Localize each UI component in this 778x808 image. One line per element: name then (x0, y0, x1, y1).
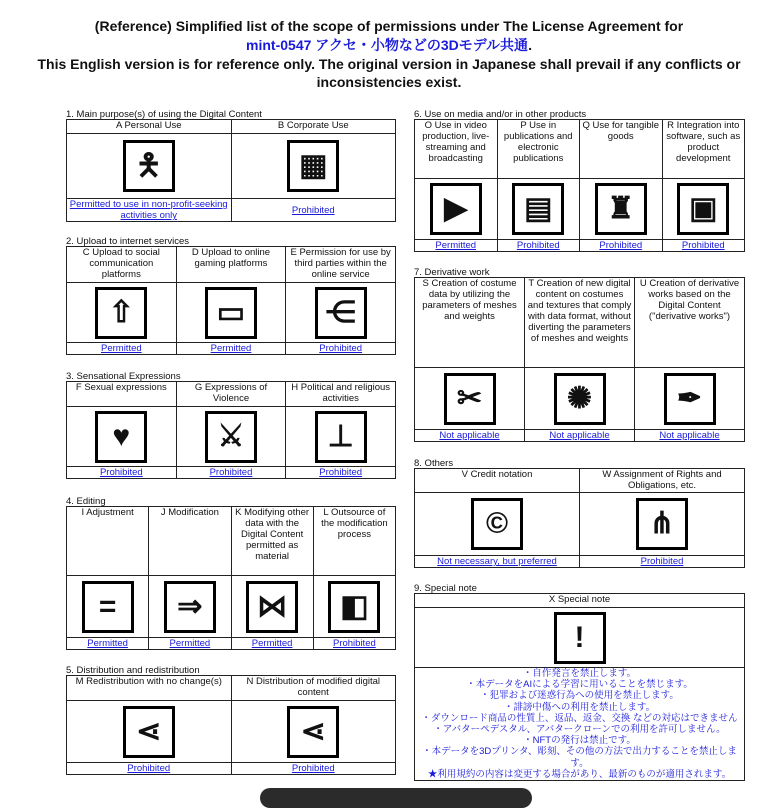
item-icon-cell (313, 576, 395, 638)
upload-monitor-icon: ▭ (205, 287, 257, 339)
item-status: Permitted (415, 240, 498, 252)
section-1 (66, 111, 396, 222)
item-status: Prohibited (176, 467, 286, 479)
item-icon-cell (67, 407, 177, 467)
bottom-toolbar[interactable] (260, 788, 532, 808)
item-icon-cell (176, 407, 286, 467)
item-label: V Credit notation (415, 469, 580, 493)
special-note-line: ・ダウンロード商品の性質上、返品、返金、交換 などの対応はできません (421, 712, 738, 724)
software-icon: ▣ (677, 183, 729, 235)
item-status: Permitted (149, 638, 231, 650)
item-status: Prohibited (67, 763, 232, 775)
upload-avatar-icon: ⇧ (95, 287, 147, 339)
item-status: Permitted to use in non-profit-seeking activities only (67, 199, 232, 222)
podium-icon: ⊥ (315, 411, 367, 463)
item-icon-cell (580, 493, 745, 556)
outsource-icon: ◧ (328, 581, 380, 633)
material-icon: ⋈ (246, 581, 298, 633)
item-status: Prohibited (286, 343, 396, 355)
item-icon-cell (662, 179, 745, 240)
item-icon-cell (286, 407, 396, 467)
item-status: Permitted (231, 638, 313, 650)
permission-table (66, 675, 396, 775)
item-label: P Use in publications and electronic publications (497, 120, 580, 179)
item-icon-cell (149, 576, 231, 638)
section-8 (414, 460, 745, 568)
adjust-icon: = (82, 581, 134, 633)
item-status: Not applicable (525, 430, 635, 442)
item-label: T Creation of new digital content on costumes and textures that comply with data format, without diverting the parameters of meshes and weights (525, 278, 635, 368)
item-label: C Upload to social communication platforms (67, 247, 177, 283)
item-icon-cell (415, 179, 498, 240)
item-status: Not necessary, but preferred (415, 556, 580, 568)
item-icon-cell (415, 493, 580, 556)
special-note-line: ・誹謗中傷への利用を禁止します。 (503, 701, 656, 713)
permission-table (414, 119, 745, 252)
permission-table (414, 277, 745, 442)
item-status: Not applicable (415, 430, 525, 442)
item-label: I Adjustment (67, 507, 149, 576)
item-icon-cell (415, 368, 525, 430)
item-icon-cell (67, 701, 232, 763)
special-note-line: ・本データをAIによる学習に用いることを禁じます。 (466, 679, 693, 691)
publication-icon: ▤ (512, 183, 564, 235)
section-7 (414, 269, 745, 442)
section-6 (414, 111, 745, 252)
permission-table (414, 468, 745, 568)
item-icon-cell (231, 701, 396, 763)
special-note-line: ・アバターペデスタル、アバタークローンでの利用を許可しません。 (433, 724, 726, 736)
item-label: O Use in video production, live-streaming and broadcasting (415, 120, 498, 179)
header-product-line (0, 36, 778, 55)
special-note-line: ・犯罪および迷惑行為への使用を禁止します。 (480, 690, 679, 702)
product-name: mint-0547 アクセ・小物などの3Dモデル共通 (246, 37, 529, 53)
item-icon-cell (67, 283, 177, 343)
item-label: D Upload to online gaming platforms (176, 247, 286, 283)
header-line-3: This English version is for reference only. The original version in Japanese shall prevail if any conflicts or (37, 56, 741, 72)
section-2 (66, 238, 396, 355)
item-status: Prohibited (662, 240, 745, 252)
item-label: W Assignment of Rights and Obligations, etc. (580, 469, 745, 493)
item-icon-cell (415, 608, 745, 668)
item-label: K Modifying other data with the Digital Content permitted as material (231, 507, 313, 576)
item-label: Q Use for tangible goods (580, 120, 663, 179)
item-icon-cell (67, 134, 232, 199)
item-label: B Corporate Use (231, 120, 396, 134)
section-title: 7. Derivative work (414, 267, 490, 278)
item-status: Prohibited (313, 638, 395, 650)
modify-icon: ⇒ (164, 581, 216, 633)
item-label: H Political and religious activities (286, 382, 396, 407)
share-folder-icon: ⋖ (123, 706, 175, 758)
share-modified-icon: ⋖ (287, 706, 339, 758)
item-label: S Creation of costume data by utilizing the parameters of meshes and weights (415, 278, 525, 368)
special-note-line: ・自作発言を禁止します。 (522, 668, 637, 679)
texture-icon: ✺ (554, 373, 606, 425)
special-note-line: ★利用規約の内容は変更する場合があり、最新のものが適用されます。 (427, 768, 732, 780)
item-label: R Integration into software, such as product development (662, 120, 745, 179)
assignment-icon: ⋔ (636, 498, 688, 550)
costume-icon: ✂ (444, 373, 496, 425)
period: . (528, 37, 532, 53)
permission-table (66, 246, 396, 355)
item-status: Prohibited (580, 240, 663, 252)
item-label: F Sexual expressions (67, 382, 177, 407)
item-icon-cell (580, 179, 663, 240)
item-label: E Permission for use by third parties within the online service (286, 247, 396, 283)
special-note-line: ・本データを3Dプリンタ、彫刻、その他の方法で出力することを禁止します。 (422, 746, 737, 769)
item-label: G Expressions of Violence (176, 382, 286, 407)
section-title: 8. Others (414, 458, 454, 469)
item-label: L Outsource of the modification process (313, 507, 395, 576)
permission-table (414, 593, 745, 781)
item-label: U Creation of derivative works based on the Digital Content ("derivative works") (635, 278, 745, 368)
item-label: M Redistribution with no change(s) (67, 676, 232, 701)
section-4 (66, 498, 396, 650)
exclamation-icon: ! (554, 612, 606, 664)
item-status: Not applicable (635, 430, 745, 442)
item-status: Permitted (67, 638, 149, 650)
item-status: Prohibited (231, 763, 396, 775)
figure-icon: ♜ (595, 183, 647, 235)
special-note-line: ・NFTの発行は禁止です。 (523, 735, 636, 747)
knife-icon: ⚔ (205, 411, 257, 463)
item-label: J Modification (149, 507, 231, 576)
special-notes (415, 668, 745, 781)
item-label: X Special note (415, 594, 745, 608)
permission-table (66, 381, 396, 479)
item-icon-cell (497, 179, 580, 240)
building-icon: ▦ (287, 140, 339, 192)
item-icon-cell (525, 368, 635, 430)
item-status: Permitted (176, 343, 286, 355)
section-title: 3. Sensational Expressions (66, 371, 181, 382)
item-icon-cell (67, 576, 149, 638)
item-icon-cell (286, 283, 396, 343)
section-5 (66, 667, 396, 775)
item-status: Permitted (67, 343, 177, 355)
hearts-icon: ♥ (95, 411, 147, 463)
item-label: A Personal Use (67, 120, 232, 134)
header-line-1: (Reference) Simplified list of the scope of permissions under The License Agreement for (94, 18, 684, 34)
permission-table (66, 119, 396, 222)
item-status: Prohibited (286, 467, 396, 479)
item-icon-cell (635, 368, 745, 430)
person-icon: 🯅 (123, 140, 175, 192)
section-title: 9. Special note (414, 583, 477, 594)
item-icon-cell (176, 283, 286, 343)
section-3 (66, 373, 396, 479)
copyright-icon: © (471, 498, 523, 550)
pen-icon: ✒ (664, 373, 716, 425)
header-line-4: inconsistencies exist. (316, 74, 462, 90)
item-label: N Distribution of modified digital content (231, 676, 396, 701)
section-title: 6. Use on media and/or in other products (414, 109, 587, 120)
section-title: 4. Editing (66, 496, 106, 507)
video-icon: ▶ (430, 183, 482, 235)
section-title: 1. Main purpose(s) of using the Digital Content (66, 109, 262, 120)
section-title: 2. Upload to internet services (66, 236, 190, 247)
item-icon-cell (231, 576, 313, 638)
item-status: Prohibited (67, 467, 177, 479)
item-status: Prohibited (580, 556, 745, 568)
item-status: Prohibited (231, 199, 396, 222)
section-9 (414, 585, 745, 781)
section-title: 5. Distribution and redistribution (66, 665, 200, 676)
share-users-icon: ⋲ (315, 287, 367, 339)
item-icon-cell (231, 134, 396, 199)
item-status: Prohibited (497, 240, 580, 252)
permission-table (66, 506, 396, 650)
